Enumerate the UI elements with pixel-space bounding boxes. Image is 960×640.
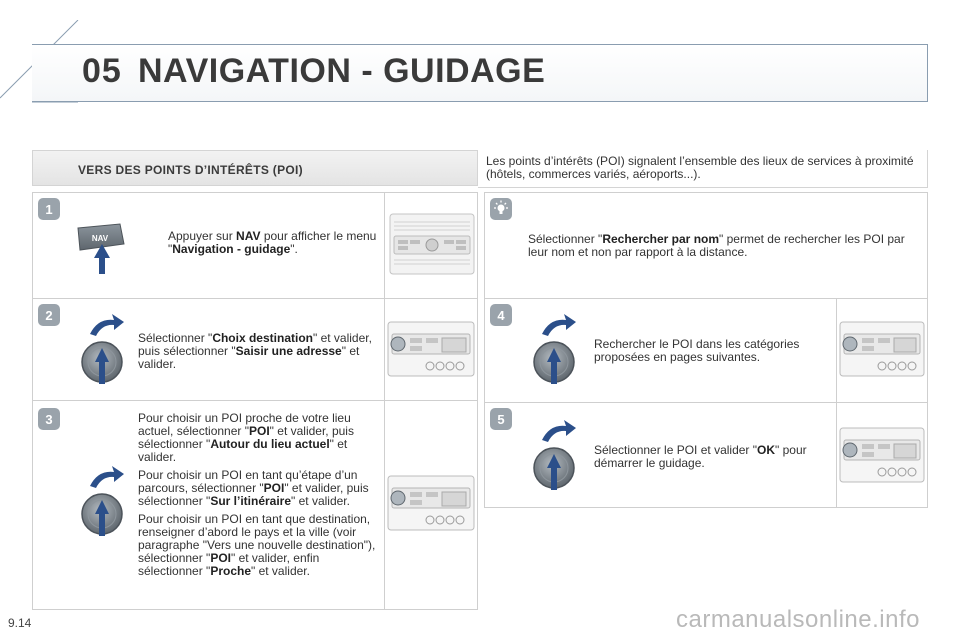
step-1-number: 1	[45, 202, 53, 217]
step-5-badge	[490, 408, 512, 430]
dial-icon	[76, 462, 136, 538]
dial-icon	[528, 310, 588, 386]
step-2-number: 2	[45, 308, 53, 323]
dial-icon	[528, 416, 588, 492]
step-4-text: Rechercher le POI dans les catégories proposées en pages suivantes.	[594, 337, 800, 364]
rotate-arrow-icon	[542, 314, 576, 336]
left-image-column-divider	[384, 192, 385, 610]
nav-button-icon	[72, 222, 126, 274]
intro-text: Les points d’intérêts (POI) signalent l’ensemble des lieux de services à proximité (hôtels, commerces variés, aéroports...).	[486, 154, 914, 181]
radio-unit-icon	[386, 474, 476, 532]
push-arrow-icon	[94, 244, 110, 274]
step-1-badge	[38, 198, 60, 220]
dial-icon	[76, 310, 136, 386]
left-divider-2	[32, 400, 478, 401]
rotate-arrow-icon	[542, 420, 576, 442]
right-image-column-divider	[836, 298, 837, 508]
right-divider-2	[484, 402, 928, 403]
step-3-paragraph-3: Pour choisir un POI en tant que destination, renseigner d’abord le pays et la ville (voir paragraphe "Vers une nouvelle destination"), sélectionner "POI" et valider, enfin sélectionner "Proche" et valider.	[138, 512, 376, 578]
left-divider-1	[32, 298, 478, 299]
step-1-text: Appuyer sur NAV pour afficher le menu "Navigation - guidage".	[168, 229, 377, 256]
radio-unit-icon	[838, 320, 926, 378]
nav-button-label: NAV	[91, 234, 109, 243]
watermark: carmanualsonline.info	[676, 606, 920, 633]
rotate-arrow-icon	[90, 466, 124, 488]
step-5-text: Sélectionner le POI et valider "OK" pour démarrer le guidage.	[594, 443, 807, 470]
page-number: 9.14	[8, 616, 32, 630]
step-4-badge	[490, 304, 512, 326]
step-5-number: 5	[497, 412, 505, 427]
radio-unit-icon	[838, 426, 926, 484]
lightbulb-tip-icon	[490, 198, 512, 220]
section-title: VERS DES POINTS D’INTÉRÊTS (POI)	[78, 163, 303, 177]
step-3-number: 3	[45, 412, 53, 427]
radio-unit-icon	[386, 320, 476, 378]
rotate-arrow-icon	[90, 314, 124, 336]
step-3-paragraph-1: Pour choisir un POI proche de votre lieu actuel, sélectionner "POI" et valider, puis sélectionner "Autour du lieu actuel" et valider.	[138, 411, 354, 464]
step-3-text	[138, 412, 378, 583]
tip-badge	[490, 198, 512, 220]
step-3-paragraph-2: Pour choisir un POI en tant qu’étape d’un parcours, sélectionner "POI" et valider, puis sélectionner "Sur l’itinéraire" et valider.	[138, 468, 369, 508]
chapter-number: 05	[82, 52, 122, 90]
radio-unit-icon	[388, 212, 476, 276]
page-title: NAVIGATION - GUIDAGE	[138, 52, 546, 90]
step-2-badge	[38, 304, 60, 326]
step-3-badge	[38, 408, 60, 430]
step-2-text: Sélectionner "Choix destination" et valider, puis sélectionner "Saisir une adresse" et valider.	[138, 331, 372, 371]
right-divider-1	[484, 298, 928, 299]
step-4-number: 4	[497, 308, 505, 323]
tip-text: Sélectionner "Rechercher par nom" permet de rechercher les POI par leur nom et non par rapport à la distance.	[528, 232, 905, 259]
